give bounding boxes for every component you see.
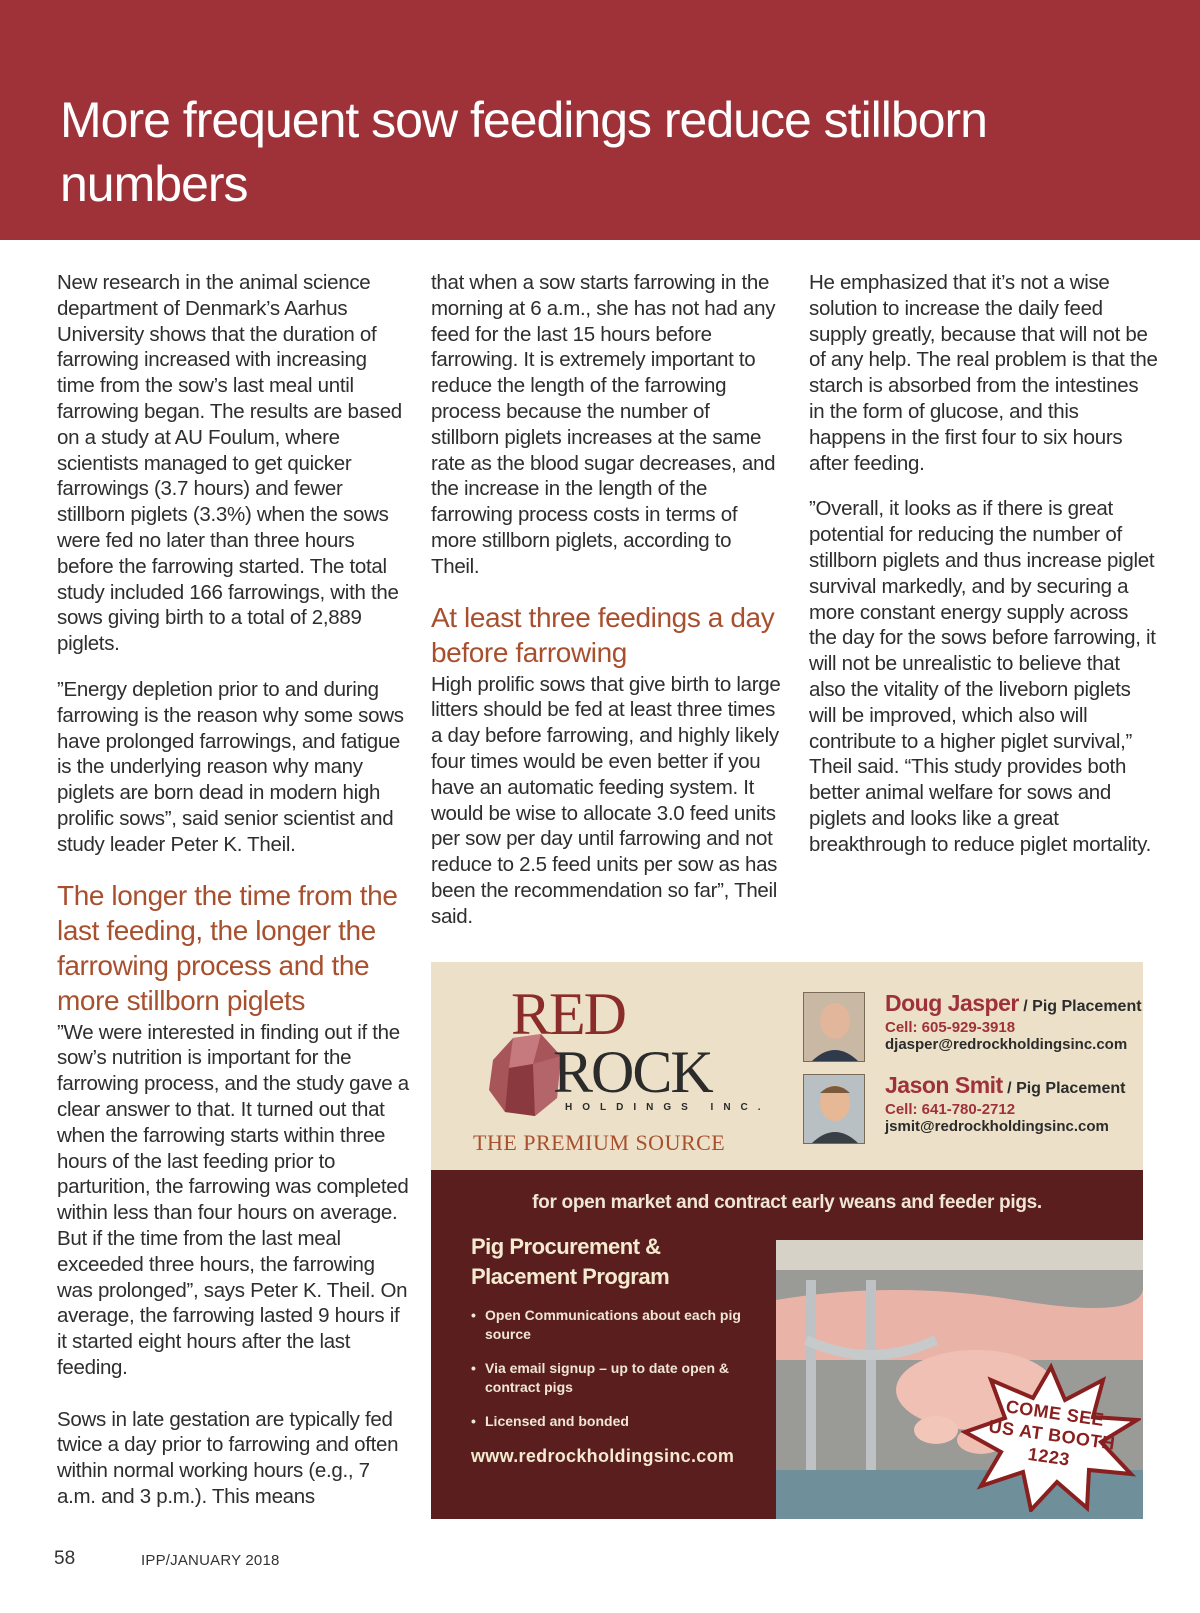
contact-name: Doug Jasper — [885, 990, 1019, 1016]
contact-email[interactable]: djasper@redrockholdingsinc.com — [885, 1036, 1128, 1053]
paragraph: New research in the animal science department of Denmark’s Aarhus University shows that the duration of farrowing increased with increasing time from the sow’s last meal until farrowing began. The results are based on a study at AU Foulum, where scientists managed to get quicker farrowings (3.7 hours) and fewer stillborn piglets (3.3%) when the sows were fed no later than three hours before the farrowing started. The total study included 166 farrowings, with the sows giving birth to a total of 2,889 piglets. — [57, 271, 402, 656]
contact-role: / Pig Placement — [1007, 1080, 1126, 1097]
bullet-item: • Open Communications about each pig source — [471, 1306, 751, 1344]
logo-holdings-text: HOLDINGS INC. — [565, 1102, 771, 1113]
paragraph: Sows in late gestation are typically fed twice a day prior to farrowing and often within normal working hours (e.g., 7 a.m. and 3 p.m.). This means — [57, 1407, 399, 1509]
contact-cell: Cell: 605-929-3918 — [885, 1019, 1016, 1036]
contact-photo — [803, 1074, 865, 1144]
program-title: Pig Procurement & Placement Program — [471, 1234, 670, 1289]
paragraph: High prolific sows that give birth to large litters should be fed at least three times a day before farrowing, and highly likely four times would be even better if you have an automatic feeding system. It would be wise to allocate 3.0 feed units per sow per day until farrowing and not reduce to 2.5 feed units per sow as has been the recommendation so far”, Theil said. — [431, 672, 781, 928]
article-column-1 — [57, 270, 409, 1530]
contact-role: / Pig Placement — [1023, 998, 1142, 1015]
advertisement[interactable] — [431, 962, 1143, 1519]
ad-tagline: THE PREMIUM SOURCE — [473, 1130, 726, 1155]
paragraph: ”Overall, it looks as if there is great potential for reducing the number of stillborn piglets and thus increase piglet survival markedly, and by securing a more constant energy supply across the day for the sows before farrowing, it will not be unrealistic to believe that also the vitality of the liveborn piglets will be improved, which also will contribute to a higher piglet survival,” Theil said. “This study provides both better animal welfare for sows and piglets and looks like a great breakthrough to reduce piglet mortality. — [809, 497, 1156, 856]
ad-website-link[interactable]: www.redrockholdingsinc.com — [471, 1446, 735, 1466]
contact-card — [885, 1072, 1125, 1135]
booth-badge: COME SEE US AT BOOTH 1223 — [987, 1396, 1117, 1470]
article-column-3 — [809, 270, 1159, 878]
contact-photo — [803, 992, 865, 1062]
article-column-2 — [431, 270, 781, 950]
paragraph: ”Energy depletion prior to and during farrowing is the reason why some sows have prolonged farrowings, and fatigue is the underlying reason why many piglets are born dead in modern high prolific sows”, said senior scientist and study leader Peter K. Theil. — [57, 677, 404, 856]
contact-card — [885, 990, 1142, 1053]
ad-headline: for open market and contract early weans and feeder pigs. — [532, 1192, 1042, 1213]
contact-name: Jason Smit — [885, 1072, 1003, 1098]
paragraph: He emphasized that it’s not a wise solution to increase the daily feed supply greatly, because that will not be of any help. The real problem is that the starch is absorbed from the intestines in the form of glucose, and this happens in the first four to six hours after feeding. — [809, 271, 1158, 475]
logo-text-red: RED — [511, 981, 625, 1047]
contact-cell: Cell: 641-780-2712 — [885, 1101, 1016, 1118]
bullet-item: • Licensed and bonded — [471, 1412, 751, 1431]
subheading: At least three feedings a day before farrowing — [431, 601, 775, 668]
paragraph: that when a sow starts farrowing in the morning at 6 a.m., she has not had any feed for the last 15 hours before farrowing. It is extremely important to reduce the length of the farrowing process because the number of stillborn piglets increases at the same rate as the blood sugar decreases, and the increase in the length of the farrowing process costs in terms of more stillborn piglets, according to Theil. — [431, 271, 776, 578]
paragraph: ”We were interested in finding out if the sow’s nutrition is important for the farrowing process, and the study gave a clear answer to that. It turned out that when the farrowing starts within three hours of the last feeding prior to parturition, the farrowing was completed within less than four hours on average. But if the time from the last meal exceeded three hours, the farrowing was prolonged”, says Peter K. Theil. On average, the farrowing lasted 9 hours if it started eight hours after the last feeding. — [57, 1020, 409, 1379]
issue-label: IPP/JANUARY 2018 — [141, 1552, 280, 1569]
subheading: The longer the time from the last feeding, the longer the farrowing process and the more stillborn piglets — [57, 879, 398, 1016]
logo-text-rock: ROCK — [553, 1039, 712, 1105]
page-number: 58 — [54, 1548, 76, 1569]
program-bullets — [471, 1306, 751, 1446]
contact-email[interactable]: jsmit@redrockholdingsinc.com — [885, 1118, 1109, 1135]
page-title: More frequent sow feedings reduce stillborn numbers — [60, 92, 987, 212]
bullet-item: • Via email signup – up to date open & contract pigs — [471, 1359, 751, 1397]
